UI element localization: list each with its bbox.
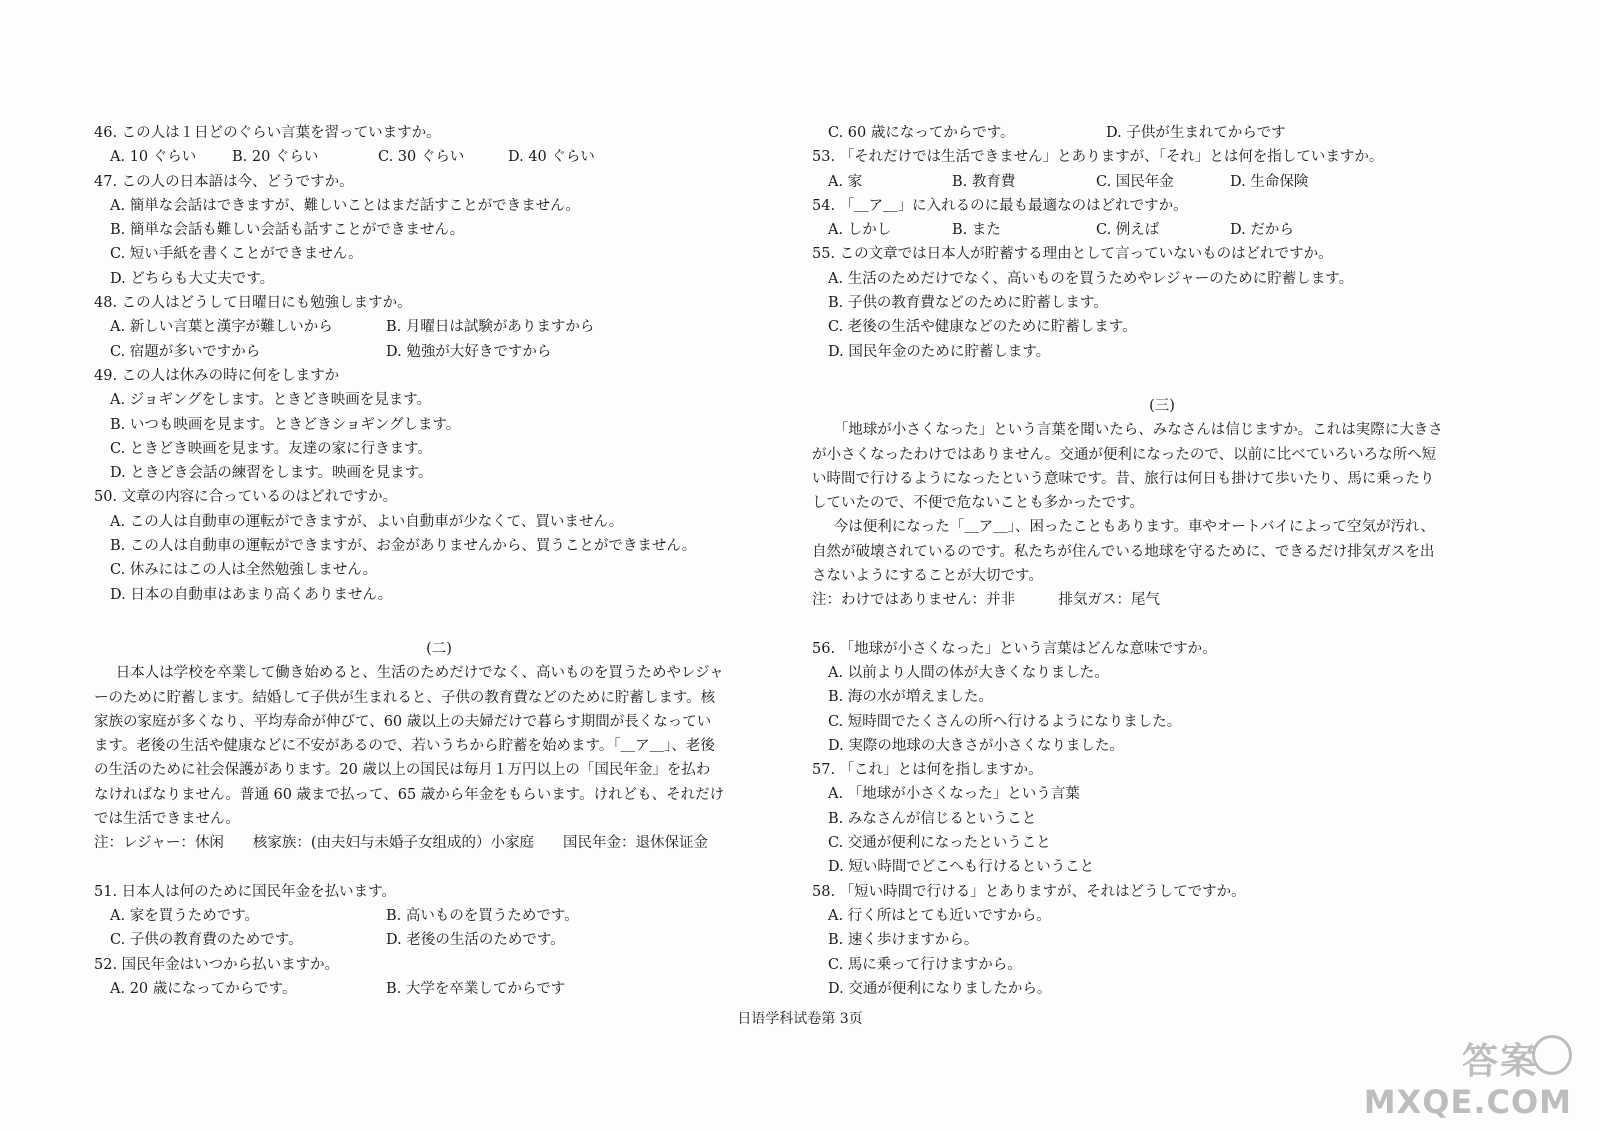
passage-line [94, 831, 784, 855]
answer-option: C. 休みにはこの人は全然勉強しません。 [110, 562, 378, 579]
watermark-logo [1363, 1033, 1572, 1121]
passage-line [812, 588, 1512, 612]
answer-option: D. 短い時間でどこへも行けるということ [828, 859, 1095, 876]
passage-text: 注：わけではありません：并非 排気ガス：尾气 [812, 592, 1160, 609]
answer-option: D. 老後の生活のためです。 [386, 932, 565, 949]
passage-line [812, 515, 1512, 539]
passage-line [94, 734, 784, 758]
passage-line [812, 491, 1512, 515]
answer-option: D. だから [1230, 222, 1294, 239]
answer-option: D. どちらも大丈夫です。 [110, 270, 275, 287]
passage-text: ーのために貯蓄します。結婚して子供が生まれると、子供の教育費などのために貯蓄します。核 [94, 689, 716, 706]
option-row [812, 218, 1512, 242]
answer-option: B. 速く歩けますから。 [828, 932, 979, 949]
answer-option: A. 簡単な会話はできますが、難しいことはまだ話すことができません。 [110, 197, 581, 214]
section-title: (二) [426, 640, 452, 657]
question-text: 58. 「短い時間で行ける」とありますが、それはどうしてですか。 [812, 883, 1246, 900]
spacer [94, 856, 784, 880]
passage-text: 家族の家庭が多くなり、平均寿命が伸びて、60 歳以上の夫婦だけで暮らす期間が長くなってい [94, 713, 712, 730]
answer-option: D. 日本の自動車はあまり高くありません。 [110, 586, 393, 603]
question-text: 46. この人は１日どのぐらい言葉を習っていますか。 [94, 125, 441, 141]
passage-line [812, 443, 1512, 467]
option-row [812, 121, 1512, 145]
passage-line [812, 467, 1512, 491]
question-text: 52. 国民年金はいつから払いますか。 [94, 956, 340, 973]
question-text: 48. この人はどうして日曜日にも勉強しますか。 [94, 295, 412, 312]
answer-option: D. 子供が生まれてからです [1106, 125, 1286, 141]
answer-option: B. いつも映画を見ます。ときどきショギングします。 [110, 416, 461, 433]
option-row [94, 145, 784, 169]
page-footer: 日语学科试卷第 3页 [737, 1011, 863, 1027]
answer-option: B. 月曜日は試験がありますから [386, 319, 595, 336]
question-text: 47. この人の日本語は今、どうですか。 [94, 173, 354, 190]
passage-text: 注：レジャー：休闲 核家族：(由夫妇与未婚子女组成的）小家庭 国民年金：退休保证金 [94, 835, 709, 852]
option-row [812, 170, 1512, 194]
answer-option: C. ときどき映画を見ます。友達の家に行きます。 [110, 440, 432, 457]
passage-text: では生活できません。 [94, 811, 240, 828]
passage-line [94, 758, 784, 782]
option-row [94, 977, 784, 1001]
passage-line [94, 686, 784, 710]
answer-option: B. 高いものを買うためです。 [386, 907, 579, 924]
answer-option: C. 30 ぐらい [378, 149, 465, 166]
spacer [812, 613, 1512, 637]
answer-option: C. 国民年金 [1096, 173, 1174, 190]
option-row [94, 904, 784, 928]
answer-option: A. 新しい言葉と漢字が難しいから [110, 319, 333, 336]
question-text: 51. 日本人は何のために国民年金を払います。 [94, 883, 397, 900]
option-row [94, 315, 784, 339]
answer-option: B. また [952, 222, 1001, 239]
spacer [812, 364, 1512, 388]
section-title: (三) [1149, 397, 1175, 414]
answer-option: A. しかし [828, 222, 892, 239]
spacer [94, 607, 784, 631]
question-text: 53. 「それだけでは生活できません」とありますが、「それ」とは何を指していますか。 [812, 149, 1384, 166]
answer-option: C. 交通が便利になったということ [828, 835, 1051, 852]
answer-option: B. みなさんが信じるということ [828, 810, 1037, 827]
answer-option: D. ときどき会話の練習をします。映画を見ます。 [110, 465, 433, 482]
answer-option: B. 大学を卒業してからです [386, 980, 566, 997]
circle-logo-icon [1532, 1035, 1572, 1075]
answer-option: C. 宿題が多いですから [110, 343, 261, 360]
passage-text: 日本人は学校を卒業して働き始めると、生活のためだけでなく、高いものを買うためやレジャ [115, 665, 724, 682]
answer-option: B. 20 ぐらい [232, 149, 319, 166]
passage-text: 自然が破壊されているのです。私たちが住んでいる地球を守るために、できるだけ排気ガスを出 [812, 543, 1435, 560]
question-text: 50. 文章の内容に合っているのはどれですか。 [94, 489, 398, 506]
passage-text: い時間で行けるようになったという意味です。昔、旅行は何日も掛けて歩いたり、馬に乗ったり [812, 470, 1435, 487]
passage-line [94, 661, 784, 685]
answer-option: D. 勉強が大好きですから [386, 343, 552, 360]
left-column [94, 121, 784, 1001]
passage-line [812, 540, 1512, 564]
passage-text: 今は便利になった「＿ア＿」、困ったこともあります。車やオートバイによって空気が汚れ、 [833, 519, 1435, 536]
answer-option: A. この人は自動車の運転ができますが、よい自動車が少なくて、買いません。 [110, 513, 624, 530]
answer-option: D. 生命保険 [1230, 173, 1309, 190]
answer-option: A. 20 歳になってからです。 [110, 980, 297, 997]
answer-option: D. 実際の地球の大きさが小さくなりました。 [828, 737, 1124, 754]
option-row [94, 340, 784, 364]
answer-option: B. 教育費 [952, 173, 1016, 190]
question-text: 57. 「これ」とは何を指しますか。 [812, 762, 1043, 779]
answer-option: A. 家を買うためです。 [110, 907, 260, 924]
answer-option: C. 60 歳になってからです。 [828, 125, 1015, 141]
answer-option: C. 短い手紙を書くことができません。 [110, 246, 363, 263]
passage-text: の生活のために社会保護があります。20 歳以上の国民は毎月１万円以上の「国民年金」を払わ [94, 762, 711, 779]
right-column [812, 121, 1512, 1001]
answer-option: D. 40 ぐらい [508, 149, 595, 166]
passage-text: なければなりません。普通 60 歳まで払って、65 歳から年金をもらいます。けれども、それだけ [94, 786, 725, 803]
answer-option: B. 子供の教育費などのために貯蓄します。 [828, 295, 1108, 312]
answer-option: A. 以前より人間の体が大きくなりました。 [828, 664, 1109, 681]
answer-option: C. 短時間でたくさんの所へ行けるようになりました。 [828, 713, 1182, 730]
answer-option: A. 行く所はとても近いですから。 [828, 907, 1051, 924]
answer-option: A. 「地球が小さくなった」という言葉 [828, 786, 1080, 803]
passage-line [94, 783, 784, 807]
answer-option: C. 老後の生活や健康などのために貯蓄します。 [828, 319, 1137, 336]
answer-option: A. 家 [828, 173, 863, 190]
watermark-top-text: 答案 [1461, 1041, 1538, 1082]
question-text: 49. この人は休みの時に何をしますか [94, 367, 340, 384]
option-row [94, 928, 784, 952]
answer-option: A. 生活のためだけでなく、高いものを買うためやレジャーのために貯蓄します。 [828, 270, 1354, 287]
passage-text: 「地球が小さくなった」という言葉を聞いたら、みなさんは信じますか。これは実際に大きさ [833, 422, 1443, 439]
passage-text: さないようにすることが大切です。 [812, 568, 1043, 585]
answer-option: B. 簡単な会話も難しい会話も話すことができません。 [110, 222, 465, 239]
answer-option: C. 例えば [1096, 222, 1160, 239]
answer-option: C. 子供の教育費のためです。 [110, 932, 303, 949]
passage-line [812, 418, 1512, 442]
question-text: 55. この文章では日本人が貯蓄する理由として言っていないものはどれですか。 [812, 246, 1333, 263]
passage-line [812, 564, 1512, 588]
question-text: 54. 「＿ア＿」に入れるのに最も最適なのはどれですか。 [812, 197, 1188, 214]
passage-text: していたので、不便で危ないことも多かったです。 [812, 495, 1145, 512]
question-text: 56. 「地球が小さくなった」という言葉はどんな意味ですか。 [812, 640, 1217, 657]
passage-text: ます。老後の生活や健康などに不安があるので、若いうちから貯蓄を始めます。「＿ア＿」、老後 [94, 738, 715, 755]
answer-option: B. この人は自動車の運転ができますが、お金がありませんから、買うことができません。 [110, 538, 697, 555]
passage-line [94, 710, 784, 734]
watermark-bottom-text: MXQE.COM [1363, 1083, 1572, 1121]
passage-line [94, 807, 784, 831]
answer-option: C. 馬に乗って行けますから。 [828, 956, 1022, 973]
answer-option: A. ジョギングをします。ときどき映画を見ます。 [110, 392, 432, 409]
passage-text: が小さくなったわけではありません。交通が便利になったので、以前に比べていろいろな所へ短 [812, 446, 1437, 463]
answer-option: B. 海の水が増えました。 [828, 689, 993, 706]
answer-option: D. 国民年金のために貯蓄します。 [828, 343, 1051, 360]
answer-option: D. 交通が便利になりましたから。 [828, 980, 1052, 997]
answer-option: A. 10 ぐらい [110, 149, 197, 166]
